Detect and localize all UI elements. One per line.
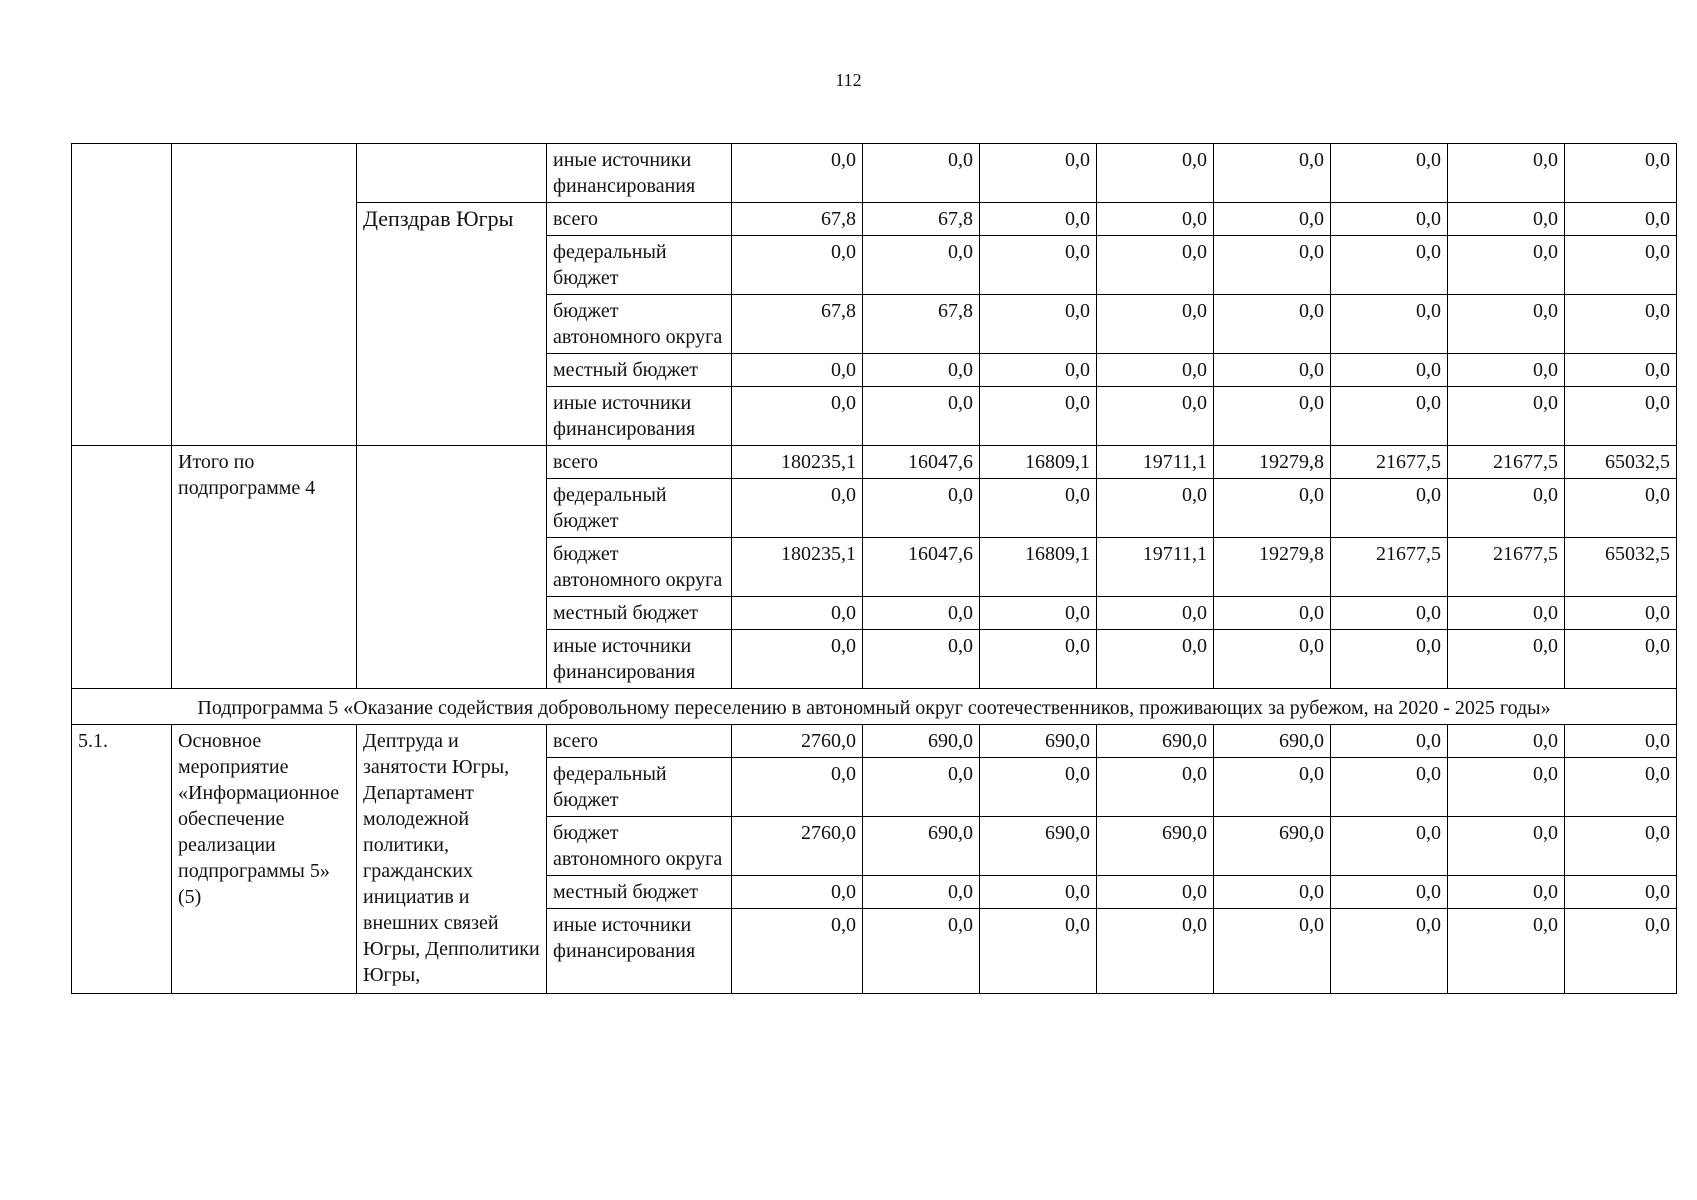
name-cell: Итого по подпрограмме 4 bbox=[172, 446, 357, 689]
value-cell: 0,0 bbox=[1448, 236, 1565, 295]
value-cell: 0,0 bbox=[732, 630, 863, 689]
value-cell: 67,8 bbox=[732, 203, 863, 236]
value-cell: 0,0 bbox=[980, 387, 1097, 446]
source-cell: федеральный бюджет bbox=[547, 479, 732, 538]
value-cell: 21677,5 bbox=[1331, 538, 1448, 597]
value-cell: 0,0 bbox=[1448, 597, 1565, 630]
value-cell: 0,0 bbox=[732, 479, 863, 538]
value-cell: 690,0 bbox=[1214, 725, 1331, 758]
value-cell: 0,0 bbox=[1214, 295, 1331, 354]
value-cell: 2760,0 bbox=[732, 817, 863, 876]
source-cell: иные источники финансирования bbox=[547, 630, 732, 689]
value-cell: 0,0 bbox=[1565, 817, 1677, 876]
value-cell: 0,0 bbox=[732, 236, 863, 295]
value-cell: 0,0 bbox=[732, 758, 863, 817]
value-cell: 21677,5 bbox=[1448, 446, 1565, 479]
table-row bbox=[72, 446, 1677, 479]
value-cell: 0,0 bbox=[1448, 387, 1565, 446]
value-cell: 0,0 bbox=[1331, 630, 1448, 689]
value-cell: 180235,1 bbox=[732, 446, 863, 479]
value-cell: 690,0 bbox=[863, 817, 980, 876]
value-cell: 0,0 bbox=[1448, 725, 1565, 758]
value-cell: 0,0 bbox=[980, 876, 1097, 909]
value-cell: 0,0 bbox=[1214, 630, 1331, 689]
value-cell: 0,0 bbox=[1565, 387, 1677, 446]
value-cell: 21677,5 bbox=[1331, 446, 1448, 479]
value-cell: 0,0 bbox=[1097, 144, 1214, 203]
value-cell: 0,0 bbox=[1214, 236, 1331, 295]
value-cell: 0,0 bbox=[1097, 387, 1214, 446]
value-cell: 21677,5 bbox=[1448, 538, 1565, 597]
source-cell: местный бюджет bbox=[547, 876, 732, 909]
value-cell: 0,0 bbox=[1331, 758, 1448, 817]
value-cell: 0,0 bbox=[863, 909, 980, 994]
value-cell: 0,0 bbox=[1331, 354, 1448, 387]
value-cell: 690,0 bbox=[1214, 817, 1331, 876]
value-cell: 0,0 bbox=[1214, 909, 1331, 994]
value-cell: 0,0 bbox=[863, 144, 980, 203]
source-cell: всего bbox=[547, 446, 732, 479]
value-cell: 0,0 bbox=[1565, 479, 1677, 538]
value-cell: 0,0 bbox=[1448, 144, 1565, 203]
value-cell: 67,8 bbox=[863, 295, 980, 354]
value-cell: 0,0 bbox=[863, 479, 980, 538]
value-cell: 0,0 bbox=[1565, 909, 1677, 994]
value-cell: 0,0 bbox=[980, 144, 1097, 203]
value-cell: 0,0 bbox=[980, 758, 1097, 817]
value-cell: 0,0 bbox=[1565, 203, 1677, 236]
value-cell: 0,0 bbox=[732, 876, 863, 909]
name-cell: Основное мероприятие «Информационное обеспечение реализации подпрограммы 5» (5) bbox=[172, 725, 357, 994]
value-cell: 16809,1 bbox=[980, 538, 1097, 597]
value-cell: 0,0 bbox=[1448, 295, 1565, 354]
value-cell: 0,0 bbox=[1097, 354, 1214, 387]
value-cell: 0,0 bbox=[1448, 909, 1565, 994]
value-cell: 0,0 bbox=[1214, 203, 1331, 236]
value-cell: 0,0 bbox=[863, 387, 980, 446]
source-cell: всего bbox=[547, 203, 732, 236]
value-cell: 0,0 bbox=[980, 236, 1097, 295]
value-cell: 0,0 bbox=[980, 479, 1097, 538]
value-cell: 690,0 bbox=[980, 817, 1097, 876]
source-cell: местный бюджет bbox=[547, 597, 732, 630]
value-cell: 0,0 bbox=[1448, 203, 1565, 236]
value-cell: 0,0 bbox=[1448, 354, 1565, 387]
value-cell: 0,0 bbox=[863, 236, 980, 295]
value-cell: 690,0 bbox=[1097, 725, 1214, 758]
value-cell: 67,8 bbox=[732, 295, 863, 354]
value-cell: 0,0 bbox=[1214, 597, 1331, 630]
value-cell: 0,0 bbox=[1448, 630, 1565, 689]
number-cell bbox=[72, 446, 172, 689]
value-cell: 0,0 bbox=[1214, 876, 1331, 909]
value-cell: 0,0 bbox=[1565, 597, 1677, 630]
value-cell: 65032,5 bbox=[1565, 446, 1677, 479]
value-cell: 0,0 bbox=[1448, 479, 1565, 538]
value-cell: 0,0 bbox=[1214, 479, 1331, 538]
value-cell: 0,0 bbox=[863, 597, 980, 630]
value-cell: 0,0 bbox=[980, 630, 1097, 689]
value-cell: 0,0 bbox=[1331, 597, 1448, 630]
value-cell: 0,0 bbox=[1331, 725, 1448, 758]
number-cell: 5.1. bbox=[72, 725, 172, 994]
value-cell: 0,0 bbox=[1565, 295, 1677, 354]
source-cell: бюджет автономного округа bbox=[547, 295, 732, 354]
value-cell: 0,0 bbox=[980, 295, 1097, 354]
value-cell: 0,0 bbox=[1214, 758, 1331, 817]
value-cell: 16047,6 bbox=[863, 538, 980, 597]
value-cell: 19279,8 bbox=[1214, 446, 1331, 479]
table-row bbox=[72, 725, 1677, 758]
value-cell: 19711,1 bbox=[1097, 446, 1214, 479]
value-cell: 0,0 bbox=[1565, 236, 1677, 295]
source-cell: местный бюджет bbox=[547, 354, 732, 387]
financing-table bbox=[71, 143, 1677, 994]
source-cell: федеральный бюджет bbox=[547, 758, 732, 817]
value-cell: 2760,0 bbox=[732, 725, 863, 758]
value-cell: 0,0 bbox=[980, 354, 1097, 387]
number-cell bbox=[72, 144, 172, 446]
value-cell: 180235,1 bbox=[732, 538, 863, 597]
value-cell: 690,0 bbox=[863, 725, 980, 758]
value-cell: 0,0 bbox=[1565, 758, 1677, 817]
source-cell: иные источники финансирования bbox=[547, 909, 732, 994]
value-cell: 0,0 bbox=[980, 909, 1097, 994]
value-cell: 0,0 bbox=[732, 387, 863, 446]
value-cell: 0,0 bbox=[1331, 203, 1448, 236]
value-cell: 19279,8 bbox=[1214, 538, 1331, 597]
value-cell: 0,0 bbox=[1565, 876, 1677, 909]
value-cell: 16809,1 bbox=[980, 446, 1097, 479]
value-cell: 0,0 bbox=[1097, 203, 1214, 236]
value-cell: 0,0 bbox=[732, 144, 863, 203]
value-cell: 0,0 bbox=[1331, 144, 1448, 203]
source-cell: федеральный бюджет bbox=[547, 236, 732, 295]
value-cell: 0,0 bbox=[980, 203, 1097, 236]
value-cell: 0,0 bbox=[1097, 295, 1214, 354]
value-cell: 690,0 bbox=[1097, 817, 1214, 876]
name-cell bbox=[172, 144, 357, 446]
value-cell: 0,0 bbox=[732, 597, 863, 630]
value-cell: 0,0 bbox=[732, 909, 863, 994]
value-cell: 67,8 bbox=[863, 203, 980, 236]
value-cell: 0,0 bbox=[863, 758, 980, 817]
table-row bbox=[72, 144, 1677, 203]
value-cell: 0,0 bbox=[1565, 725, 1677, 758]
executor-cell: Депздрав Югры bbox=[357, 203, 547, 446]
subprogram-banner: Подпрограмма 5 «Оказание содействия добровольному переселению в автономный округ соотечественников, проживающих за рубежом, на 2020 - 2025 годы» bbox=[72, 689, 1677, 725]
value-cell: 0,0 bbox=[1097, 630, 1214, 689]
value-cell: 0,0 bbox=[732, 354, 863, 387]
value-cell: 0,0 bbox=[1565, 354, 1677, 387]
value-cell: 0,0 bbox=[1448, 758, 1565, 817]
value-cell: 0,0 bbox=[1214, 354, 1331, 387]
executor-cell bbox=[357, 446, 547, 689]
page-number: 112 bbox=[835, 70, 862, 90]
value-cell: 690,0 bbox=[980, 725, 1097, 758]
value-cell: 0,0 bbox=[1214, 387, 1331, 446]
value-cell: 0,0 bbox=[1097, 758, 1214, 817]
value-cell: 0,0 bbox=[863, 876, 980, 909]
executor-cell: Дептруда и занятости Югры, Департамент молодежной политики, гражданских инициатив и внешних связей Югры, Депполитики Югры, bbox=[357, 725, 547, 994]
value-cell: 0,0 bbox=[1331, 909, 1448, 994]
section-row bbox=[72, 689, 1677, 725]
value-cell: 0,0 bbox=[1097, 876, 1214, 909]
value-cell: 0,0 bbox=[1331, 817, 1448, 876]
value-cell: 0,0 bbox=[1331, 295, 1448, 354]
value-cell: 0,0 bbox=[863, 630, 980, 689]
value-cell: 0,0 bbox=[1097, 236, 1214, 295]
value-cell: 0,0 bbox=[863, 354, 980, 387]
source-cell: бюджет автономного округа bbox=[547, 817, 732, 876]
value-cell: 0,0 bbox=[1331, 479, 1448, 538]
value-cell: 0,0 bbox=[1448, 817, 1565, 876]
source-cell: всего bbox=[547, 725, 732, 758]
executor-cell bbox=[357, 144, 547, 203]
value-cell: 0,0 bbox=[1331, 236, 1448, 295]
value-cell: 0,0 bbox=[1097, 597, 1214, 630]
source-cell: бюджет автономного округа bbox=[547, 538, 732, 597]
value-cell: 0,0 bbox=[1565, 630, 1677, 689]
value-cell: 0,0 bbox=[1331, 387, 1448, 446]
value-cell: 0,0 bbox=[1448, 876, 1565, 909]
source-cell: иные источники финансирования bbox=[547, 144, 732, 203]
value-cell: 0,0 bbox=[1097, 479, 1214, 538]
value-cell: 16047,6 bbox=[863, 446, 980, 479]
source-cell: иные источники финансирования bbox=[547, 387, 732, 446]
value-cell: 0,0 bbox=[1214, 144, 1331, 203]
value-cell: 0,0 bbox=[1097, 909, 1214, 994]
value-cell: 0,0 bbox=[1565, 144, 1677, 203]
value-cell: 0,0 bbox=[980, 597, 1097, 630]
value-cell: 19711,1 bbox=[1097, 538, 1214, 597]
value-cell: 0,0 bbox=[1331, 876, 1448, 909]
value-cell: 65032,5 bbox=[1565, 538, 1677, 597]
